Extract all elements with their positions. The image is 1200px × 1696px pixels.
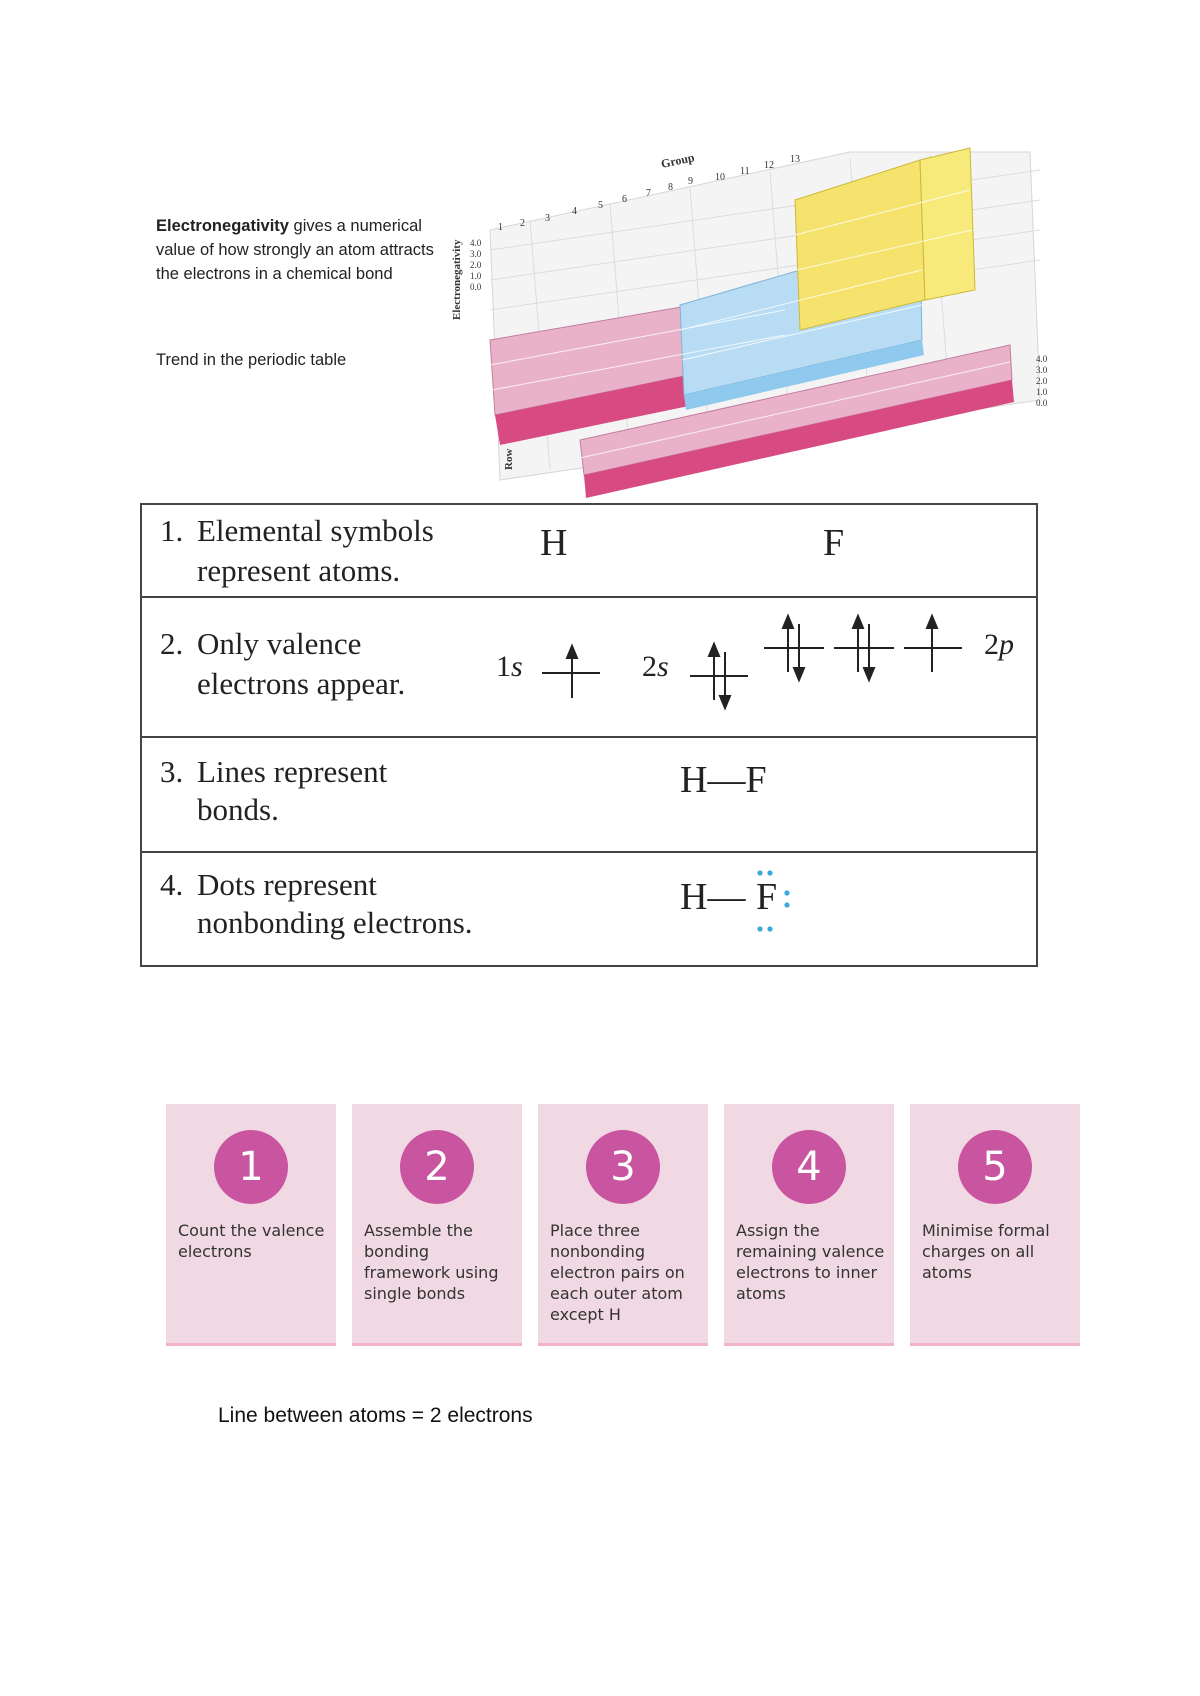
- step-number-badge: 5: [958, 1130, 1032, 1204]
- svg-text:0.0: 0.0: [470, 282, 482, 292]
- step-text: Count the valence electrons: [178, 1221, 325, 1261]
- row-text-line2: represent atoms.: [197, 553, 401, 588]
- electronegativity-axis-label: Electronegativity: [451, 239, 463, 320]
- svg-text:1.0: 1.0: [470, 271, 482, 281]
- row-number: 4.: [160, 867, 184, 902]
- step-card-2: [352, 1104, 522, 1346]
- step-card-5: [910, 1104, 1080, 1346]
- svg-text:3.0: 3.0: [470, 249, 482, 259]
- svg-text:4: 4: [572, 206, 577, 217]
- svg-text:0.0: 0.0: [1036, 398, 1048, 408]
- svg-text:9: 9: [688, 176, 693, 187]
- svg-text:5: 5: [598, 200, 603, 211]
- row-text-line2: electrons appear.: [197, 666, 406, 701]
- svg-text:7: 7: [646, 188, 651, 199]
- row-number: 3.: [160, 754, 184, 789]
- step-card-4: [724, 1104, 894, 1346]
- orbital-1s-label: 1s: [496, 650, 523, 683]
- step-text: Assign the remaining valence electrons to inner atoms: [736, 1221, 885, 1303]
- orbital-2p-label: 2p: [984, 628, 1014, 661]
- electronegativity-periodic-table-figure: [450, 140, 1060, 498]
- svg-text:1.0: 1.0: [1036, 387, 1048, 397]
- row-text-line1: Lines represent: [197, 754, 388, 789]
- nonbonding-electron-dots: [752, 869, 796, 933]
- row-axis-label: Row: [503, 448, 515, 470]
- svg-text:2.0: 2.0: [1036, 376, 1048, 386]
- hf-lewis-f: F: [756, 876, 778, 918]
- step-text: Minimise formal charges on all atoms: [922, 1221, 1050, 1282]
- row-number: 2.: [160, 626, 184, 661]
- orbital-diagram: [542, 608, 962, 718]
- hydrogen-symbol: H: [540, 522, 568, 564]
- row-text-line2: nonbonding electrons.: [197, 905, 473, 940]
- svg-text:11: 11: [740, 166, 750, 177]
- lewis-steps-table: [140, 503, 1038, 967]
- step-number-badge: 4: [772, 1130, 846, 1204]
- step-text: Place three nonbonding electron pairs on each outer atom except H: [550, 1221, 685, 1324]
- svg-text:2.0: 2.0: [470, 260, 482, 270]
- step-number-badge: 2: [400, 1130, 474, 1204]
- lewis-row-4: [142, 853, 1036, 965]
- lewis-row-2: [142, 598, 1036, 738]
- step-number-badge: 1: [214, 1130, 288, 1204]
- fluorine-symbol: F: [823, 522, 845, 564]
- row-text-line2: bonds.: [197, 792, 279, 827]
- svg-text:10: 10: [715, 172, 725, 183]
- svg-text:2: 2: [520, 218, 525, 229]
- lewis-row-3: [142, 738, 1036, 853]
- svg-text:4.0: 4.0: [470, 238, 482, 248]
- svg-text:3: 3: [545, 213, 550, 224]
- orbital-2s-label: 2s: [642, 650, 669, 683]
- step-card-3: [538, 1104, 708, 1346]
- row-text-line1: Dots represent: [197, 867, 377, 902]
- step-card-1: [166, 1104, 336, 1346]
- svg-text:4.0: 4.0: [1036, 354, 1048, 364]
- step-text: Assemble the bonding framework using single bonds: [364, 1221, 499, 1303]
- right-y-ticks: [1036, 354, 1048, 408]
- row-text-line1: Elemental symbols: [197, 513, 434, 548]
- step-number-badge: 3: [586, 1130, 660, 1204]
- hf-bond-formula: H—F: [680, 759, 767, 801]
- hf-lewis-h: H—: [680, 876, 746, 918]
- svg-text:13: 13: [790, 154, 800, 165]
- svg-text:8: 8: [668, 182, 673, 193]
- svg-text:12: 12: [764, 160, 774, 171]
- row-number: 1.: [160, 513, 184, 548]
- intro-paragraph: [156, 214, 446, 286]
- bond-electron-note: Line between atoms = 2 electrons: [218, 1404, 533, 1427]
- left-y-ticks: [470, 238, 482, 292]
- lewis-row-1: [142, 505, 1036, 598]
- svg-text:6: 6: [622, 194, 627, 205]
- group-axis-label: Group: [659, 150, 696, 171]
- intro-text: gives a numerical value of how strongly an atom attracts the electrons in a chemical bond: [156, 217, 434, 283]
- svg-text:3.0: 3.0: [1036, 365, 1048, 375]
- row-text-line1: Only valence: [197, 626, 362, 661]
- intro-bold-term: Electronegativity: [156, 217, 289, 235]
- svg-text:1: 1: [498, 222, 503, 233]
- trend-caption: Trend in the periodic table: [156, 351, 347, 369]
